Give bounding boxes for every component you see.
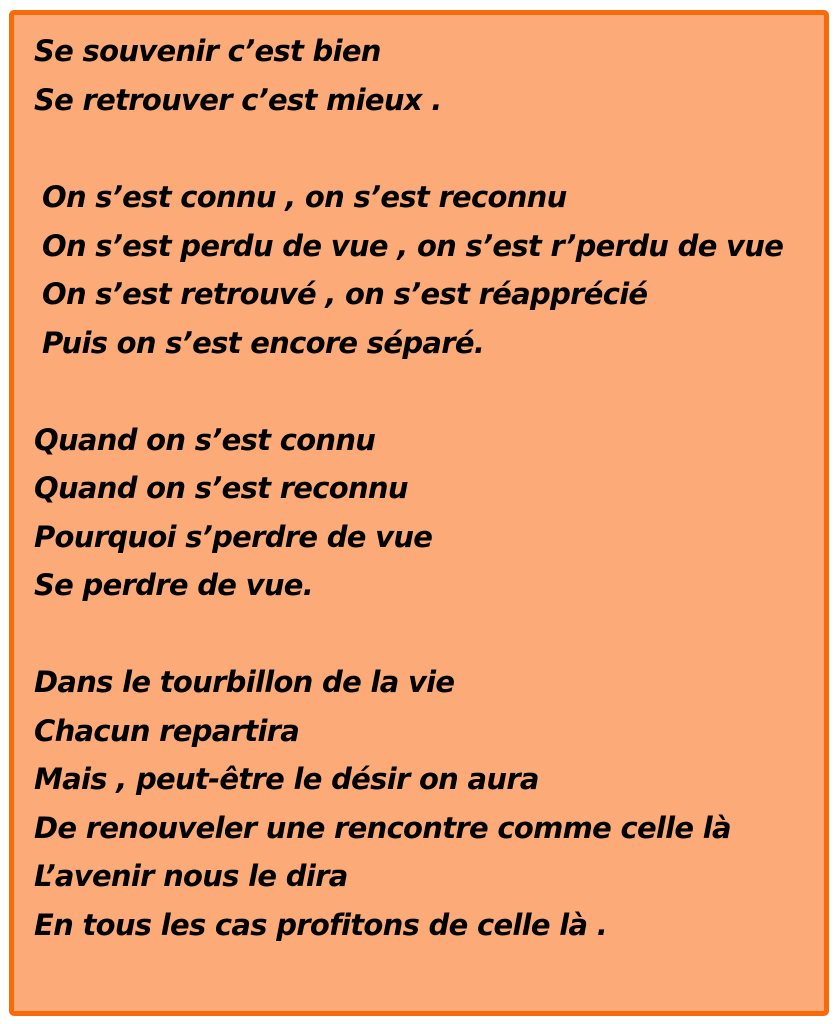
poem-line: Se souvenir c’est bien — [34, 34, 381, 68]
poem-line: On s’est retrouvé , on s’est réapprécié — [42, 277, 648, 311]
poem-line: Dans le tourbillon de la vie — [34, 665, 455, 699]
poem-frame — [9, 10, 829, 1016]
poem-line: Chacun repartira — [34, 714, 300, 748]
poem-line: En tous les cas profitons de celle là . — [34, 908, 608, 942]
poem-line: De renouveler une rencontre comme celle là — [34, 811, 731, 845]
poem-line: Se retrouver c’est mieux . — [34, 83, 442, 117]
poem-line: Puis on s’est encore séparé. — [42, 326, 485, 360]
poem-line: Quand on s’est reconnu — [34, 471, 408, 505]
poem-line: On s’est perdu de vue , on s’est r’perdu de vue — [42, 229, 784, 263]
poem-line: On s’est connu , on s’est reconnu — [42, 180, 567, 214]
poem-line: L’avenir nous le dira — [34, 859, 348, 893]
poem-line: Mais , peut-être le désir on aura — [34, 762, 539, 796]
poem-line: Pourquoi s’perdre de vue — [34, 520, 433, 554]
poem-line: Se perdre de vue. — [34, 568, 314, 602]
poem-line: Quand on s’est connu — [34, 423, 376, 457]
